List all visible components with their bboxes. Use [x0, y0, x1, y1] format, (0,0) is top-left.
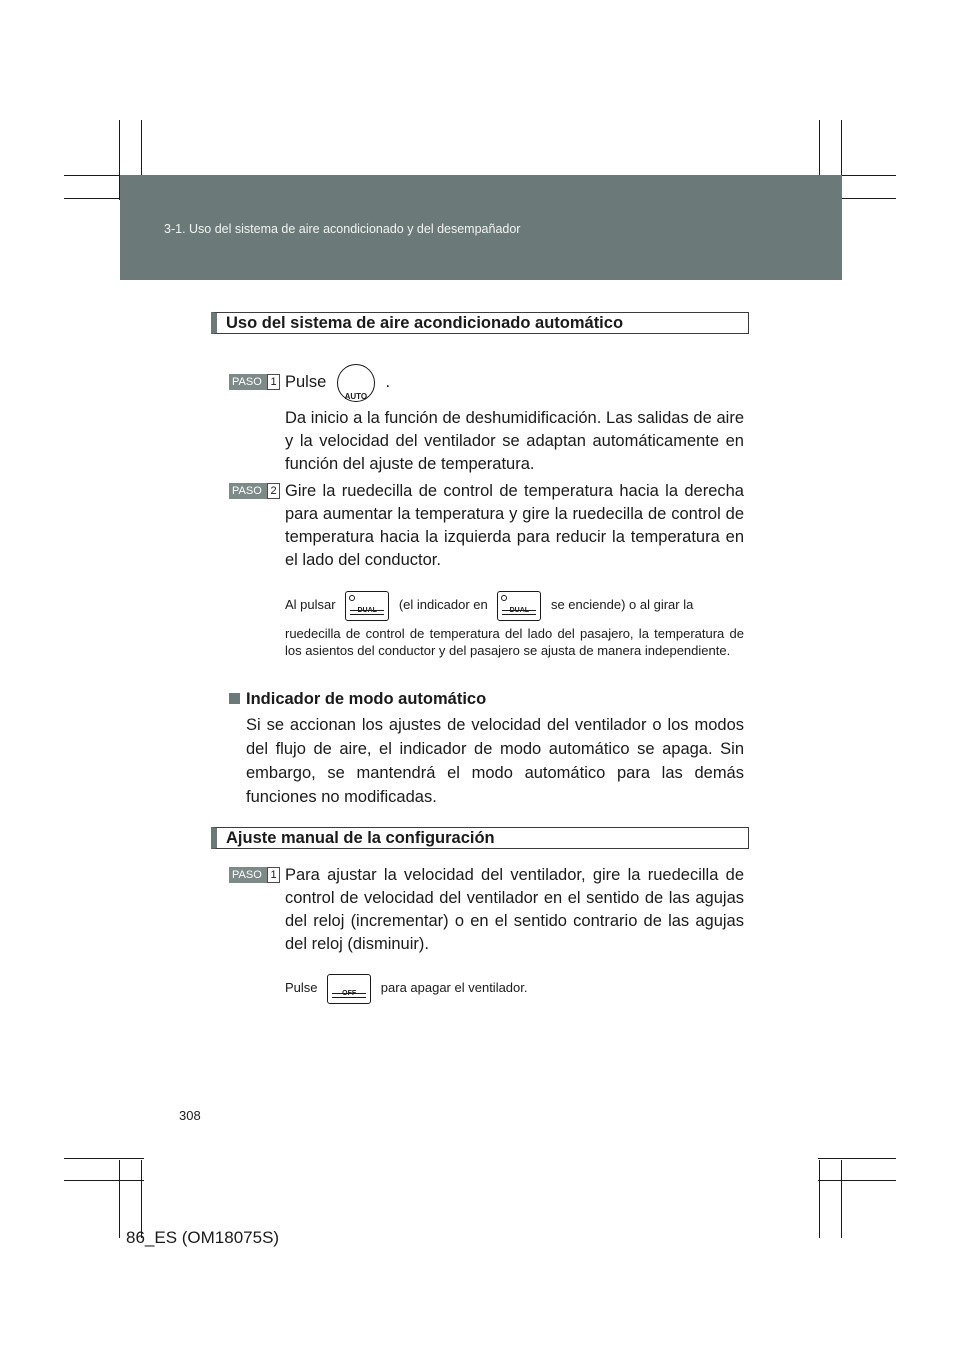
- indicator-text: Si se accionan los ajustes de velocidad del ventilador o los modos del flujo de aire, el indicador de modo automático se apaga. Sin embargo, se mantendrá el modo automático para las demás funciones no modificadas.: [246, 716, 744, 806]
- crop-mark: [141, 1160, 142, 1238]
- breadcrumb: 3-1. Uso del sistema de aire acondicionado y del desempañador: [164, 222, 521, 236]
- step-badge: PASO 1: [229, 867, 280, 883]
- indicator-heading: Indicador de modo automático: [229, 690, 486, 709]
- dual-note-rest: ruedecilla de control de temperatura del lado del pasajero, la temperatura de los asientos del conductor y del pasajero se ajusta de manera independiente.: [285, 626, 744, 658]
- crop-mark: [841, 1160, 842, 1238]
- crop-mark: [819, 1160, 820, 1238]
- step-badge: PASO 2: [229, 483, 280, 499]
- header-band: [120, 175, 842, 280]
- dual-note: Al pulsar (el indicador en se enciende) o al girar la: [285, 588, 744, 622]
- section-title-auto: Uso del sistema de aire acondicionado automático: [211, 312, 749, 334]
- dual-indicator-icon: [497, 591, 541, 621]
- square-bullet-icon: [229, 693, 240, 704]
- crop-mark: [64, 1180, 144, 1181]
- step-2-text: Gire la ruedecilla de control de temperatura hacia la derecha para aumentar la temperatura y gire la ruedecilla de control de temperatura hacia la izquierda para reducir la temperatura en el lado del conductor.: [285, 482, 744, 569]
- document-code: 86_ES (OM18075S): [126, 1228, 280, 1247]
- off-button-icon: [327, 974, 371, 1004]
- off-note: Pulse para apagar el ventilador.: [285, 971, 744, 1005]
- crop-mark: [119, 1160, 120, 1238]
- step-1-text: Pulse AUTO .: [285, 362, 744, 402]
- step-badge: PASO 1: [229, 374, 280, 390]
- section-title-manual: Ajuste manual de la configuración: [211, 827, 749, 849]
- crop-mark: [64, 1158, 144, 1159]
- dual-button-icon: [345, 591, 389, 621]
- crop-mark: [818, 1158, 896, 1159]
- auto-button-icon: AUTO: [337, 364, 375, 402]
- crop-mark: [818, 1180, 896, 1181]
- manual-step-1-text: Para ajustar la velocidad del ventilador, gire la ruedecilla de control de velocidad del ventilador en el sentido de las agujas del reloj (incrementar) o en el sentido contrario de las agujas del reloj (disminuir).: [285, 866, 744, 953]
- step-1-description: Da inicio a la función de deshumidificación. Las salidas de aire y la velocidad del ventilador se adaptan automáticamente en función del ajuste de temperatura.: [285, 409, 744, 473]
- page-number: 308: [179, 1108, 201, 1123]
